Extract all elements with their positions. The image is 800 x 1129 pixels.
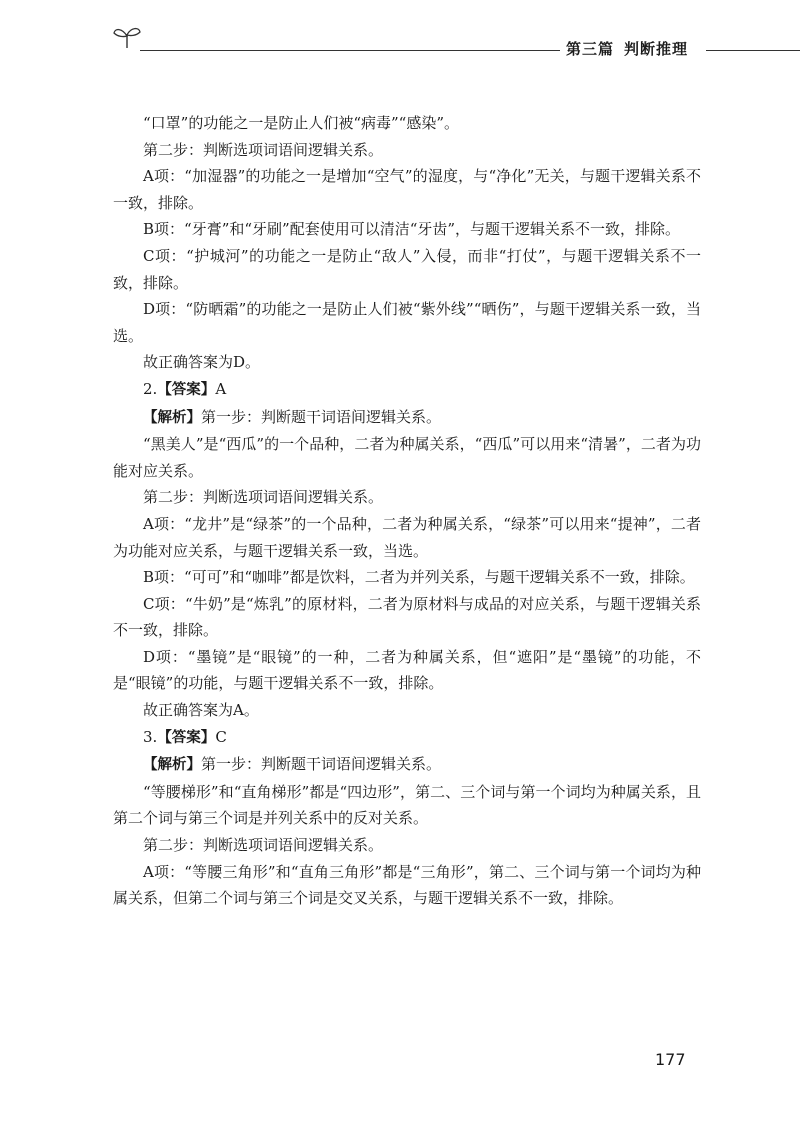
paragraph: “口罩”的功能之一是防止人们被“病毒”“感染”。	[143, 114, 460, 132]
paragraph: “等腰梯形”和“直角梯形”都是“四边形”，第二、三个词与第一个词均为种属关系，且第二个词与第三个词是并列关系中的反对关系。	[113, 782, 701, 828]
paragraph: A项：“等腰三角形”和“直角三角形”都是“三角形”，第二、三个词与第一个词均为种属关系，但第二个词与第三个词是交叉关系，与题干逻辑关系不一致，排除。	[113, 862, 701, 908]
paragraph: D项：“防晒霜”的功能之一是防止人们被“紫外线”“晒伤”，与题干逻辑关系一致，当选。	[113, 300, 701, 345]
answer-value: A	[215, 379, 227, 398]
header-section-title: 判断推理	[624, 40, 689, 58]
page-header	[0, 0, 800, 70]
question-number: 2.	[143, 379, 158, 398]
question-2-answer-line	[113, 376, 701, 404]
page-number: 177	[655, 1050, 686, 1069]
paragraph: A项：“加湿器”的功能之一是增加“空气”的湿度，与“净化”无关，与题干逻辑关系不一致，排除。	[113, 167, 701, 212]
paragraph: B项：“可可”和“咖啡”都是饮料，二者为并列关系，与题干逻辑关系不一致，排除。	[143, 568, 695, 587]
header-part-label: 第三篇	[566, 40, 615, 58]
sprout-icon	[112, 24, 142, 50]
paragraph: 第二步：判断选项词语间逻辑关系。	[143, 836, 384, 855]
paragraph: D项：“墨镜”是“眼镜”的一种，二者为种属关系，但“遮阳”是“墨镜”的功能，不是“眼镜”的功能，与题干逻辑关系不一致，排除。	[113, 647, 701, 693]
answer-label: 【答案】	[157, 729, 216, 746]
paragraph: A项：“龙井”是“绿茶”的一个品种，二者为种属关系，“绿茶”可以用来“提神”，二者为功能对应关系，与题干逻辑关系一致，当选。	[113, 514, 701, 560]
paragraph: 故正确答案为A。	[143, 701, 259, 720]
question-3-analysis-line	[113, 751, 701, 779]
paragraph: C项：“护城河”的功能之一是防止“敌人”入侵，而非“打仗”，与题干逻辑关系不一致，排除。	[113, 246, 701, 292]
paragraph: 第二步：判断选项词语间逻辑关系。	[143, 488, 384, 507]
answer-label: 【答案】	[157, 381, 216, 398]
paragraph: 第二步：判断选项词语间逻辑关系。	[143, 140, 384, 159]
analysis-step: 第一步：判断题干词语间逻辑关系。	[201, 407, 442, 426]
answer-value: C	[215, 727, 227, 746]
question-2-analysis-line	[113, 404, 701, 432]
analysis-label: 【解析】	[143, 757, 201, 774]
paragraph: “黑美人”是“西瓜”的一个品种，二者为种属关系，“西瓜”可以用来“清暑”，二者为功能对应关系。	[113, 435, 701, 480]
header-rule-left	[140, 50, 560, 51]
paragraph: B项：“牙膏”和“牙刷”配套使用可以清洁“牙齿”，与题干逻辑关系不一致，排除。	[143, 220, 681, 239]
paragraph: 故正确答案为D。	[143, 353, 261, 372]
paragraph: C项：“牛奶”是“炼乳”的原材料，二者为原材料与成品的对应关系，与题干逻辑关系不一致，排除。	[113, 594, 701, 640]
question-number: 3.	[143, 727, 158, 746]
analysis-label: 【解析】	[143, 409, 201, 426]
analysis-step: 第一步：判断题干词语间逻辑关系。	[201, 755, 442, 774]
header-title	[566, 38, 688, 59]
header-rule-right	[706, 50, 800, 51]
question-3-answer-line	[113, 724, 701, 752]
page-body	[113, 110, 701, 912]
